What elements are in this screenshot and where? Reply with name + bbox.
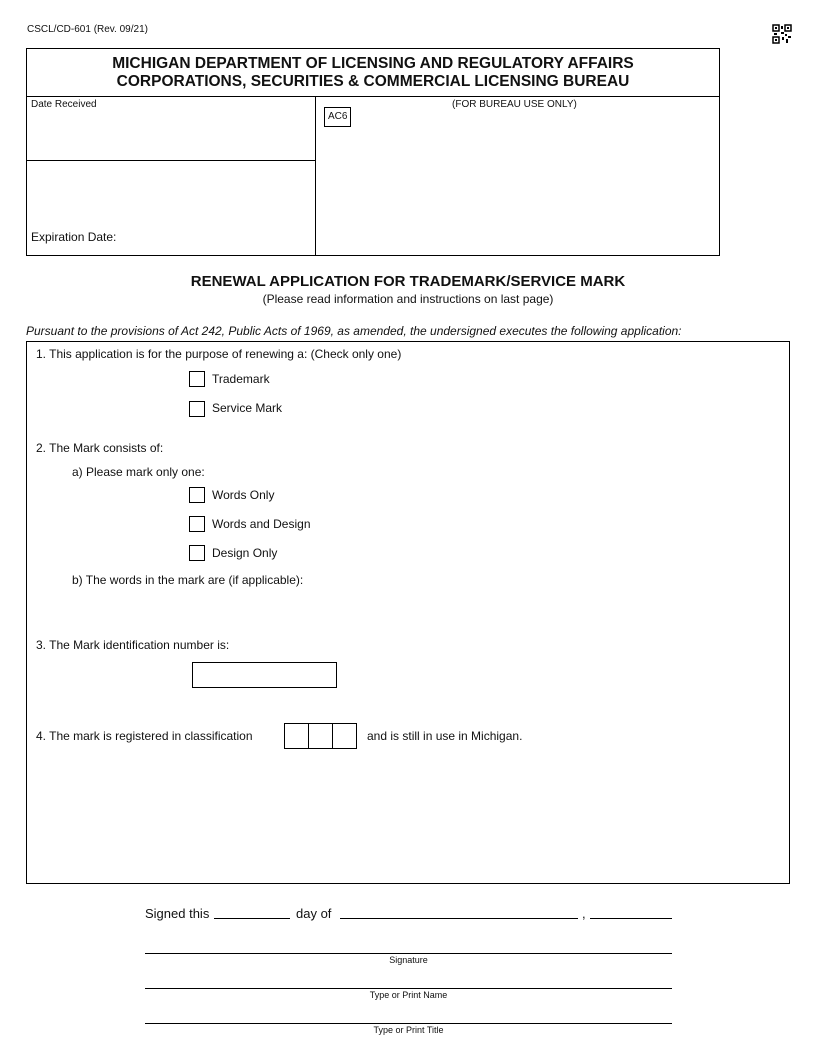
agency-name: MICHIGAN DEPARTMENT OF LICENSING AND REGULATORY AFFAIRS xyxy=(112,55,634,72)
signature-label: Signature xyxy=(389,955,428,965)
date-received-label: Date Received xyxy=(31,99,97,110)
ac6-code: AC6 xyxy=(324,107,351,127)
classification-digit-3[interactable] xyxy=(332,723,357,749)
expiration-date-label: Expiration Date: xyxy=(31,230,117,244)
name-line[interactable] xyxy=(145,988,672,989)
mark-id-number-field[interactable] xyxy=(192,662,337,688)
form-subtitle: (Please read information and instructions on last page) xyxy=(262,292,554,306)
pursuant-statement: Pursuant to the provisions of Act 242, Public Acts of 1969, as amended, the undersigned executes the following application: xyxy=(26,324,682,338)
header-divider xyxy=(315,97,316,256)
service-mark-checkbox[interactable] xyxy=(189,401,205,417)
name-label: Type or Print Name xyxy=(369,990,448,1000)
bureau-name: CORPORATIONS, SECURITIES & COMMERCIAL LICENSING BUREAU xyxy=(116,73,630,90)
comma: , xyxy=(582,906,586,921)
trademark-checkbox[interactable] xyxy=(189,371,205,387)
title-line[interactable] xyxy=(145,1023,672,1024)
item1-text: 1. This application is for the purpose of renewing a: (Check only one) xyxy=(36,347,402,361)
agency-title xyxy=(27,49,719,97)
header-box xyxy=(26,48,720,256)
words-and-design-label: Words and Design xyxy=(212,517,311,531)
words-only-checkbox[interactable] xyxy=(189,487,205,503)
year-line[interactable] xyxy=(590,918,672,919)
design-only-label: Design Only xyxy=(212,546,278,560)
item2b-text: b) The words in the mark are (if applicable): xyxy=(72,573,304,587)
service-mark-label: Service Mark xyxy=(212,401,283,415)
item3-text: 3. The Mark identification number is: xyxy=(36,638,230,652)
item4-text: 4. The mark is registered in classification xyxy=(36,729,253,743)
signed-this-label: Signed this xyxy=(145,906,210,921)
month-line[interactable] xyxy=(340,918,578,919)
qr-code-icon xyxy=(772,24,792,44)
item2-text: 2. The Mark consists of: xyxy=(36,441,164,455)
trademark-label: Trademark xyxy=(212,372,270,386)
classification-digit-2[interactable] xyxy=(308,723,333,749)
title-label: Type or Print Title xyxy=(373,1025,444,1035)
header-left-divider xyxy=(27,160,315,161)
signature-line[interactable] xyxy=(145,953,672,954)
day-line[interactable] xyxy=(214,918,290,919)
application-box xyxy=(26,341,790,884)
bureau-use-label: (FOR BUREAU USE ONLY) xyxy=(452,99,577,110)
item2a-text: a) Please mark only one: xyxy=(72,465,205,479)
form-title: RENEWAL APPLICATION FOR TRADEMARK/SERVICE MARK xyxy=(190,273,626,290)
design-only-checkbox[interactable] xyxy=(189,545,205,561)
day-of-label: day of xyxy=(296,906,332,921)
words-only-label: Words Only xyxy=(212,488,275,502)
form-id: CSCL/CD-601 (Rev. 09/21) xyxy=(27,24,148,35)
classification-digit-1[interactable] xyxy=(284,723,309,749)
item4-suffix: and is still in use in Michigan. xyxy=(367,729,523,743)
words-and-design-checkbox[interactable] xyxy=(189,516,205,532)
